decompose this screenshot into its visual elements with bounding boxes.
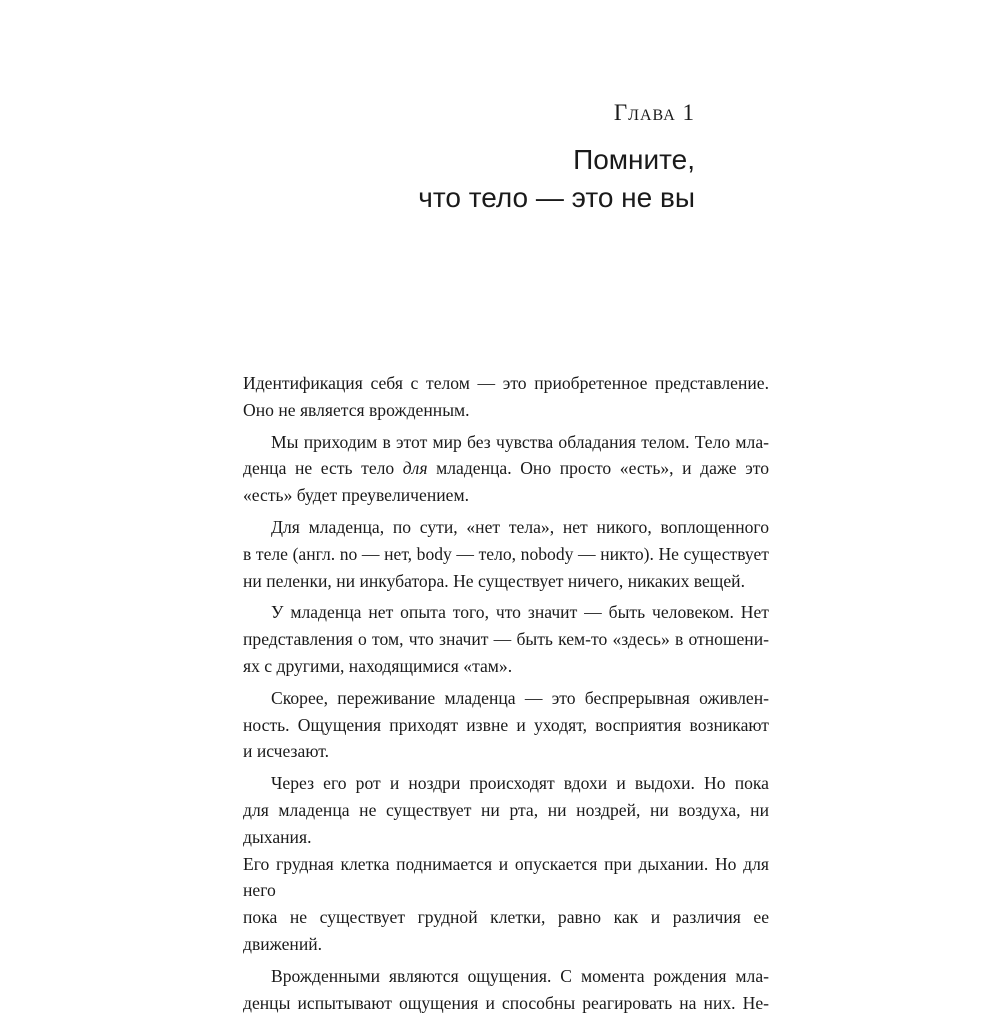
chapter-label [418, 98, 695, 128]
text-line: «есть» будет преувеличением. [243, 485, 469, 506]
paragraph [243, 770, 769, 958]
chapter-heading [418, 98, 695, 217]
chapter-title [418, 141, 695, 217]
text-line: Идентификация себя с телом — это приобретенное представление. [243, 373, 769, 393]
text-line: ях с другими, находящимися «там». [243, 655, 513, 676]
text-line: денцы испытывают ощущения и способны реагировать на них. Не- [243, 992, 769, 1013]
paragraph [243, 963, 769, 1017]
chapter-title-line-2: что тело — это не вы [418, 182, 695, 213]
text-line: Скорее, переживание младенца — это беспрерывная оживлен- [271, 687, 769, 708]
text-line: в теле (англ. no — нет, body — тело, nobody — никто). Не существует [243, 543, 769, 564]
chapter-label-text: Глава 1 [613, 100, 695, 125]
text-line: У младенца нет опыта того, что значит — быть человеком. Нет [271, 602, 769, 623]
text-line: Врожденными являются ощущения. С момента рождения мла- [271, 965, 769, 986]
text-line: пока не существует грудной клетки, равно как и различия ее движений. [243, 907, 769, 954]
text-line: Через его рот и ноздри происходят вдохи и выдохи. Но пока [271, 773, 769, 794]
paragraph [243, 599, 769, 679]
text-line: для младенца не существует ни рта, ни ноздрей, ни воздуха, ни дыхания. [243, 799, 769, 847]
text-run: денца не есть тело [243, 458, 403, 479]
text-line [243, 455, 769, 482]
text-line: Его грудная клетка поднимается и опускается при дыхании. Но для него [243, 853, 769, 901]
text-line: и исчезают. [243, 741, 329, 762]
text-run: младенца. Оно просто «есть», и даже это [427, 458, 769, 479]
text-line: ни пеленки, ни инкубатора. Не существует ничего, никаких вещей. [243, 570, 745, 591]
paragraph [243, 370, 769, 424]
text-line: ность. Ощущения приходят извне и уходят, восприятия возникают [243, 714, 769, 735]
text-line: Оно не является врожденным. [243, 399, 470, 420]
text-line: Для младенца, по сути, «нет тела», нет никого, воплощенного [271, 516, 769, 537]
chapter-title-line-1: Помните, [573, 144, 695, 175]
text-line: представления о том, что значит — быть кем-то «здесь» в отношени- [243, 629, 769, 650]
chapter-body [243, 370, 769, 1021]
emphasis-text: для [402, 458, 428, 479]
paragraph [243, 685, 769, 765]
paragraph [243, 429, 769, 509]
paragraph [243, 514, 769, 594]
text-line: Мы приходим в этот мир без чувства обладания телом. Тело мла- [271, 431, 769, 452]
